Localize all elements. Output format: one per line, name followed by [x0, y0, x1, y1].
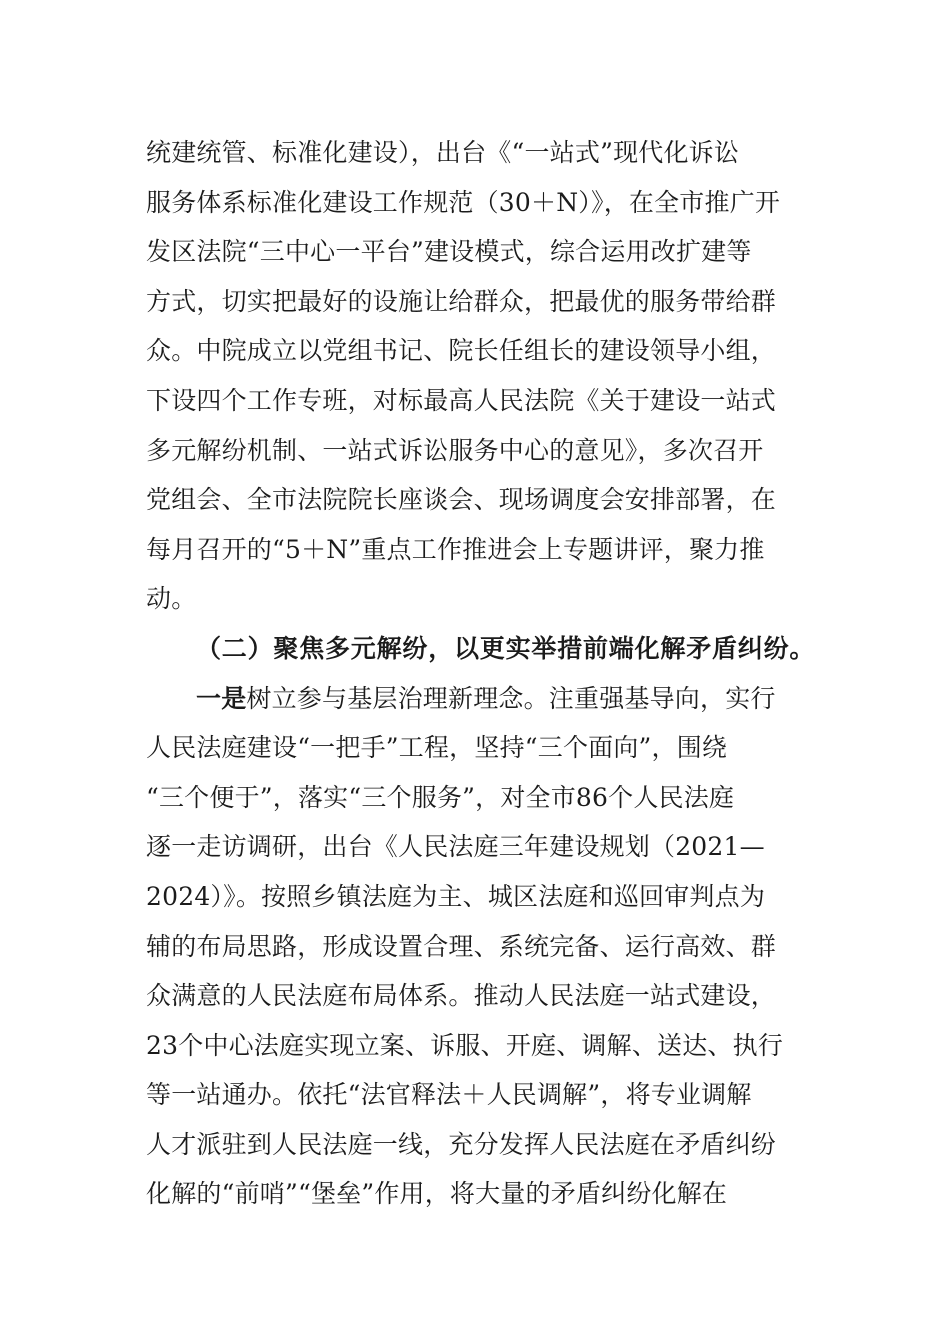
- section-heading: （二）聚焦多元解纷，以更实举措前端化解矛盾纠纷。: [196, 633, 816, 663]
- text-line: “三个便于”，落实“三个服务”，对全市86个人民法庭: [146, 782, 735, 812]
- lead-bold-text: 一是: [196, 683, 247, 713]
- text-line: 众。中院成立以党组书记、院长任组长的建设领导小组，: [146, 336, 777, 366]
- text-line: 众满意的人民法庭布局体系。推动人民法庭一站式建设，: [146, 981, 777, 1011]
- text-line: 化解的“前哨”“堡垒”作用，将大量的矛盾纠纷化解在: [146, 1179, 728, 1209]
- text-line: 下设四个工作专班，对标最高人民法院《关于建设一站式: [146, 385, 777, 415]
- text-line: 动。: [146, 584, 197, 614]
- paragraph-2: [146, 674, 806, 1220]
- text-line: 辅的布局思路，形成设置合理、系统完备、运行高效、群: [146, 931, 777, 961]
- text-line: 方式，切实把最好的设施让给群众，把最优的服务带给群: [146, 286, 777, 316]
- text-line: 等一站通办。依托“法官释法＋人民调解”，将专业调解: [146, 1080, 752, 1110]
- text-line: 逐一走访调研，出台《人民法庭三年建设规划（2021—: [146, 832, 765, 862]
- text-line-first: [146, 674, 806, 724]
- text-line: 多元解纷机制、一站式诉讼服务中心的意见》，多次召开: [146, 435, 764, 465]
- text-line: 党组会、全市法院院长座谈会、现场调度会安排部署，在: [146, 485, 777, 515]
- text-line: 每月召开的“5＋N”重点工作推进会上专题讲评，聚力推: [146, 534, 765, 564]
- text-line: 23个中心法庭实现立案、诉服、开庭、调解、送达、执行: [146, 1030, 784, 1060]
- paragraph-1: [146, 128, 806, 624]
- first-line-text: 树立参与基层治理新理念。注重强基导向，实行: [246, 683, 776, 713]
- text-line: 服务体系标准化建设工作规范（30＋N）》，在全市推广开: [146, 187, 781, 217]
- text-line: 人民法庭建设“一把手”工程，坚持“三个面向”，围绕: [146, 733, 728, 763]
- document-body: [146, 128, 816, 1219]
- text-line: 人才派驻到人民法庭一线，充分发挥人民法庭在矛盾纠纷: [146, 1129, 777, 1159]
- text-line: 发区法院“三中心一平台”建设模式，综合运用改扩建等: [146, 237, 752, 267]
- text-line: 2024）》。按照乡镇法庭为主、城区法庭和巡回审判点为: [146, 881, 766, 911]
- text-line: 统建统管、标准化建设），出台《“一站式”现代化诉讼: [146, 138, 740, 167]
